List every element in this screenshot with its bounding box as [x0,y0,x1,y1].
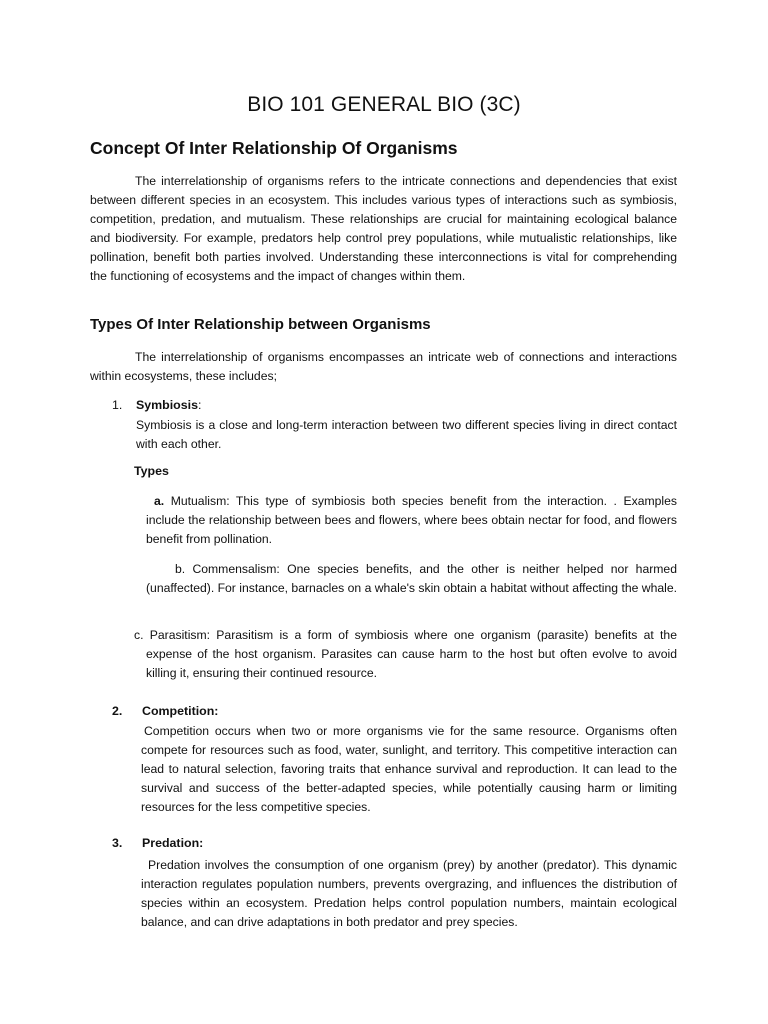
subtype-text-b: Commensalism: One species benefits, and the other is neither helped nor harmed (unaffected). For instance, barnacles on a whale's skin obtain a habitat without affecting the whale. [146,562,678,595]
symbiosis-description: Symbiosis is a close and long-term interaction between two different species living in direct contact with each other. [136,418,677,451]
subtype-text-a: Mutualism: This type of symbiosis both species benefit from the interaction. . Examples include the relationship between bees and flowers, where bees obtain nectar for food, and flowers benefit from pollination. [146,494,677,546]
list-number-2: 2. [112,704,123,718]
types-intro-paragraph: The interrelationship of organisms encompasses an intricate web of connections and interactions within ecosystems, these includes; [90,350,677,383]
section-heading-concept: Concept Of Inter Relationship Of Organisms [90,138,458,158]
subtype-commensalism [146,560,677,598]
list-item-heading-competition: Competition: [142,704,219,718]
subtype-label-b: b. [175,562,186,576]
subtype-mutualism [146,492,677,549]
list-item-heading-symbiosis [136,398,201,412]
list-item-heading-predation: Predation: [142,836,204,850]
predation-description: Predation involves the consumption of one organism (prey) by another (predator). This dynamic interaction regulates population numbers, prevents overgrazing, and influences the distribution of species within an ecosystem. Predation helps control population numbers, maintain ecological balance, and can drive adaptations in both predator and prey species. [141,858,677,929]
subtype-label-a: a. [154,494,165,508]
subtype-label-c: c. [134,628,144,642]
symbiosis-colon: : [197,398,202,412]
concept-paragraph: The interrelationship of organisms refers to the intricate connections and dependencies that exist between different species in an ecosystem. This includes various types of interactions such as symbiosis, competition, predation, and mutualism. These relationships are crucial for maintaining ecological balance and biodiversity. For example, predators help control prey populations, while mutualistic relationships, like pollination, benefit both parties involved. Understanding these interconnections is vital for comprehending the functioning of ecosystems and the impact of changes within them. [90,174,677,283]
competition-description: Competition occurs when two or more organisms vie for the same resource. Organisms often compete for resources such as food, water, sunlight, and territory. This competitive interaction can lead to natural selection, favoring traits that enhance survival and reproduction. It can lead to the survival and success of the better-adapted species, while potentially causing harm or limiting resources for the less competitive species. [141,724,677,814]
symbiosis-title: Symbiosis [136,398,198,412]
list-number-3: 3. [112,836,123,850]
list-number-1: 1. [112,398,123,412]
subtype-parasitism [134,626,677,683]
document-title: BIO 101 GENERAL BIO (3C) [247,93,521,116]
types-label: Types [134,464,169,478]
section-heading-types: Types Of Inter Relationship between Organisms [90,316,431,333]
subtype-text-c: Parasitism: Parasitism is a form of symbiosis where one organism (parasite) benefits at the expense of the host organism. Parasites can cause harm to the host but often evolve to avoid killing it, ensuring their continued resource. [143,628,677,680]
